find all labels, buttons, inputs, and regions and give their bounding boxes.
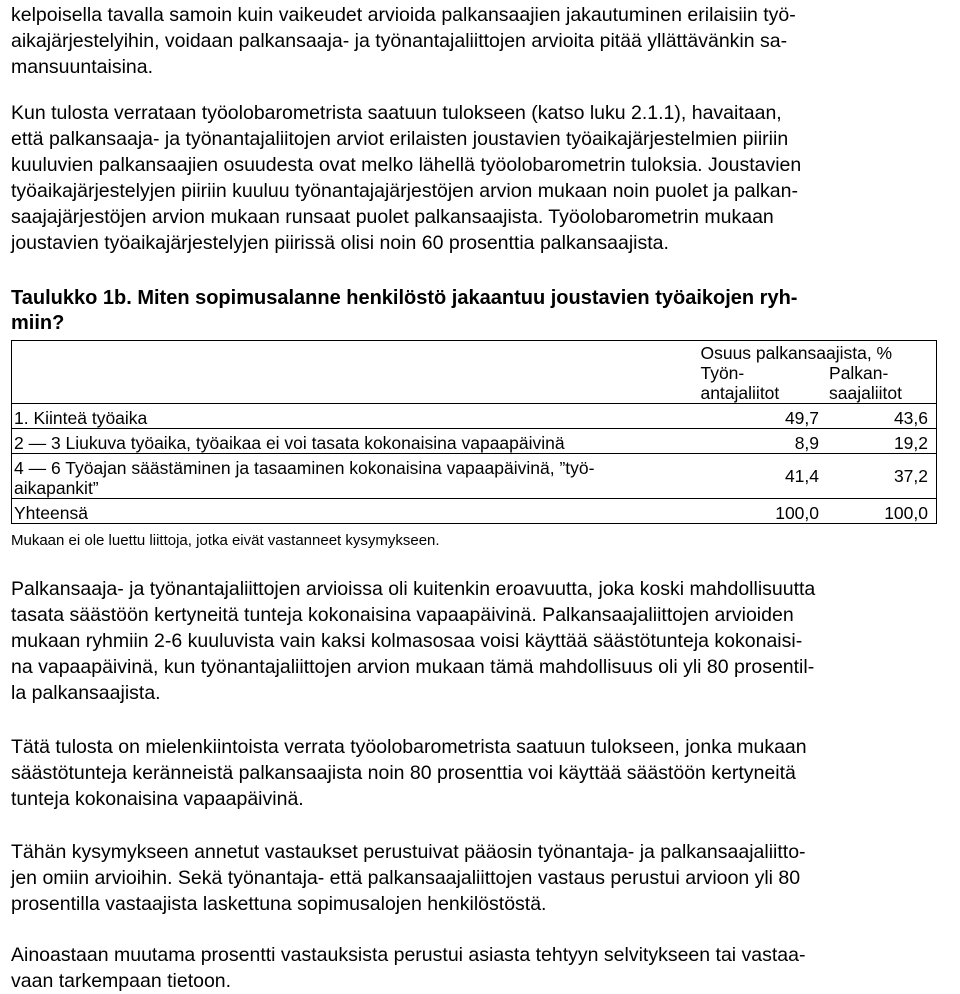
table-row xyxy=(12,454,937,499)
table-row xyxy=(12,404,937,429)
paragraph-basis: Tähän kysymykseen annetut vastaukset perustuivat pääosin työnantaja- ja palkansaajaliitto- jen omiin arvioihin. Sekä työnantaja- että palkansaajaliittojen vastaus perustui arvioon yli 80 prosentilla vastaajista laskettuna sopimusalojen henkilöstöstä. xyxy=(11,841,806,915)
table-title: Taulukko 1b. Miten sopimusalanne henkilöstö jakaantuu joustavien työaikojen ryh- miin? xyxy=(11,287,798,334)
row-value-employees: 100,0 xyxy=(827,499,936,524)
table-row xyxy=(12,429,937,454)
table-note: Mukaan ei ole luettu liittoja, jotka eivät vastanneet kysymykseen. xyxy=(11,532,440,549)
table-group-header: Osuus palkansaajista, % xyxy=(698,341,936,364)
row-value-employers: 8,9 xyxy=(698,429,827,454)
table-header-employees: Palkan- saajaliitot xyxy=(827,363,936,404)
table-row-total xyxy=(12,499,937,524)
row-value-employers: 49,7 xyxy=(698,404,827,429)
data-table xyxy=(11,340,937,524)
paragraph-comparison: Kun tulosta verrataan työolobarometrista saatuun tulokseen (katso luku 2.1.1), havaitaan, että palkansaaja- ja työnantajaliitojen arviot erilaisten joustavien työaikajärjestelmien piiriin kuuluvien palkansaajien osuudesta ovat melko lähellä työolobarometrin tuloksia. Joustavien työaikajärjestelyjen piiriin kuuluu työnantajajärjestöjen arvion mukaan noin puolet ja palkan- saajajärjestöjen arvion mukaan runsaat puolet palkansaajista. Työolobarometrin mukaan joustavien työaikajärjestelyjen piirissä olisi noin 60 prosenttia palkansaajista. xyxy=(11,102,802,254)
paragraph-barometer: Tätä tulosta on mielenkiintoista verrata työolobarometrista saatuun tulokseen, jonka mukaan säästötunteja keränneistä palkansaajista noin 80 prosenttia voi käyttää säästöön kertyneitä tunteja kokonaisina vapaapäivinä. xyxy=(11,736,807,810)
row-label: 4 — 6 Työajan säästäminen ja tasaaminen kokonaisina vapaapäivinä, ”työ- aikapankit” xyxy=(12,454,699,499)
row-label: Yhteensä xyxy=(12,499,699,524)
row-value-employees: 19,2 xyxy=(827,429,936,454)
table-label-header xyxy=(12,363,699,404)
row-label: 1. Kiinteä työaika xyxy=(12,404,699,429)
table-corner-cell xyxy=(12,341,699,364)
row-value-employees: 43,6 xyxy=(827,404,936,429)
row-value-employers: 41,4 xyxy=(698,454,827,499)
table-header-employers: Työn- antajaliitot xyxy=(698,363,827,404)
paragraph-intro: kelpoisella tavalla samoin kuin vaikeudet arvioida palkansaajien jakautuminen erilaisiin työ- aikajärjestelyihin, voidaan palkansaaja- ja työnantajaliittojen arvioita pitää yllättävänkin sa- mansuuntaisina. xyxy=(11,4,796,78)
table-column-header-row xyxy=(12,363,937,404)
table-group-header-row xyxy=(12,341,937,364)
row-label: 2 — 3 Liukuva työaika, työaikaa ei voi tasata kokonaisina vapaapäivinä xyxy=(12,429,699,454)
paragraph-survey: Ainoastaan muutama prosentti vastauksista perustui asiasta tehtyyn selvitykseen tai vastaa- vaan tarkempaan tietoon. xyxy=(11,944,806,992)
row-value-employees: 37,2 xyxy=(827,454,936,499)
paragraph-difference: Palkansaaja- ja työnantajaliittojen arvioissa oli kuitenkin eroavuutta, joka koski mahdollisuutta tasata säästöön kertyneitä tunteja kokonaisina vapaapäivinä. Palkansaajaliittojen arvioiden mukaan ryhmiin 2-6 kuuluvista vain kaksi kolmasosaa voisi käyttää säästötunteja kokonaisi- na vapaapäivinä, kun työnantajaliittojen arvion mukaan tämä mahdollisuus oli yli 80 prosentil- la palkansaajista. xyxy=(11,578,816,704)
row-value-employers: 100,0 xyxy=(698,499,827,524)
